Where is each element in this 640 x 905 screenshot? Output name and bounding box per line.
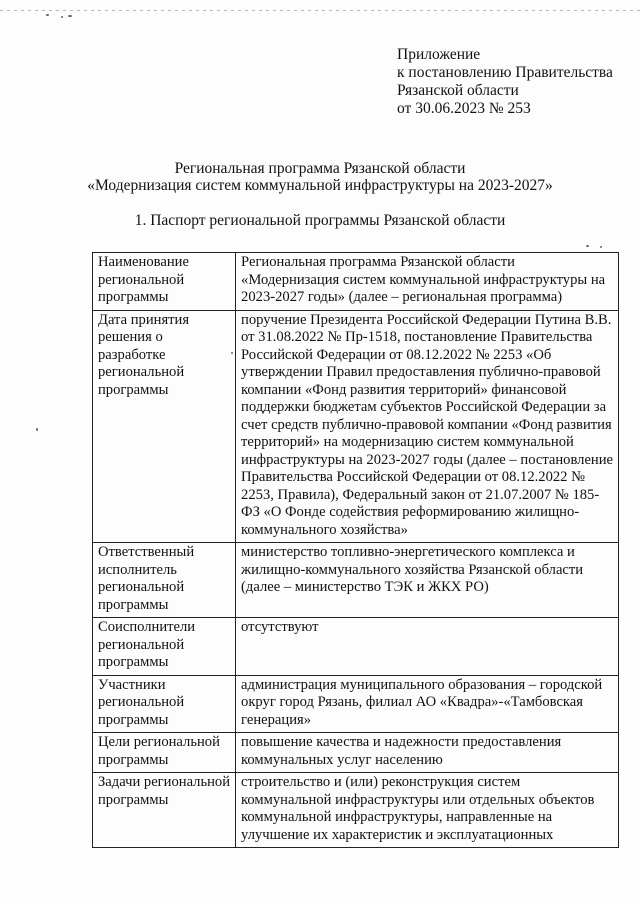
row-value: поручение Президента Российской Федерации Путина В.В. от 31.08.2022 № Пр-1518, постановление Правительства Российской Федерации от 08.12.2022 № 2253 «Об утверждении Правил предоставления публично-правовой компании «Фонд развития территорий» финансовой поддержки бюджетам субъектов Российской Федерации за счет средств публично-правовой компании «Фонд развития территорий» на модернизацию систем коммунальной инфраструктуры на 2023-2027 годы (далее – постановление Правительства Российской Федерации от 08.12.2022 № 2253, Правила), Федеральный закон от 21.07.2007 № 185-ФЗ «О Фонде содействия реформированию жилищно-коммунального хозяйства» xyxy=(236,310,619,543)
appendix-line: Рязанской области xyxy=(397,82,519,99)
row-value: отсутствуют xyxy=(236,618,619,676)
row-value: Региональная программа Рязанской области «Модернизация систем коммунальной инфраструктуры на 2023-2027 годы» (далее – региональная программа) xyxy=(236,253,619,311)
table-row xyxy=(93,733,619,773)
row-value: администрация муниципального образования – городской округ город Рязань, филиал АО «Квадра»-«Тамбовская генерация» xyxy=(236,675,619,733)
appendix-line: Приложение xyxy=(397,46,481,63)
table-row xyxy=(93,253,619,311)
row-value: повышение качества и надежности предоставления коммунальных услуг населению xyxy=(236,733,619,773)
table-row xyxy=(93,310,619,543)
passport-table xyxy=(92,252,619,848)
row-label: Участники региональной программы xyxy=(93,675,236,733)
program-title-line: «Модернизация систем коммунальной инфраструктуры на 2023-2027» xyxy=(87,177,553,194)
row-value: министерство топливно-энергетического комплекса и жилищно-коммунального хозяйства Рязанской области (далее – министерство ТЭК и ЖКХ РО) xyxy=(236,543,619,618)
table-row xyxy=(93,675,619,733)
row-label: Соисполнители региональной программы xyxy=(93,618,236,676)
appendix-block xyxy=(397,46,637,118)
program-title-line: Региональная программа Рязанской области xyxy=(174,160,466,177)
table-row xyxy=(93,543,619,618)
section-title: 1. Паспорт региональной программы Рязанской области xyxy=(134,212,506,229)
table-row xyxy=(93,773,619,848)
page-bottom-crop xyxy=(0,858,640,905)
row-label: Дата принятия решения о разработке региональной программы xyxy=(93,310,236,543)
row-label: Цели региональной программы xyxy=(93,733,236,773)
scan-speck xyxy=(600,246,602,248)
scan-speck xyxy=(68,15,72,17)
row-label: Ответственный исполнитель региональной программы xyxy=(93,543,236,618)
appendix-line: от 30.06.2023 № 253 xyxy=(397,100,531,117)
row-value: строительство и (или) реконструкция систем коммунальной инфраструктуры или отдельных объектов коммунальной инфраструктуры, направленные на улучшение их характеристик и эксплуатационных xyxy=(236,773,619,848)
appendix-line: к постановлению Правительства xyxy=(397,64,613,81)
scan-speck xyxy=(36,428,38,431)
row-label: Задачи региональной программы xyxy=(93,773,236,848)
scan-speck xyxy=(586,245,589,247)
scan-speck xyxy=(46,14,49,16)
scan-speck xyxy=(61,16,63,18)
table-row xyxy=(93,618,619,676)
row-label: Наименование региональной программы xyxy=(93,253,236,311)
scan-edge-artifact xyxy=(0,10,640,11)
